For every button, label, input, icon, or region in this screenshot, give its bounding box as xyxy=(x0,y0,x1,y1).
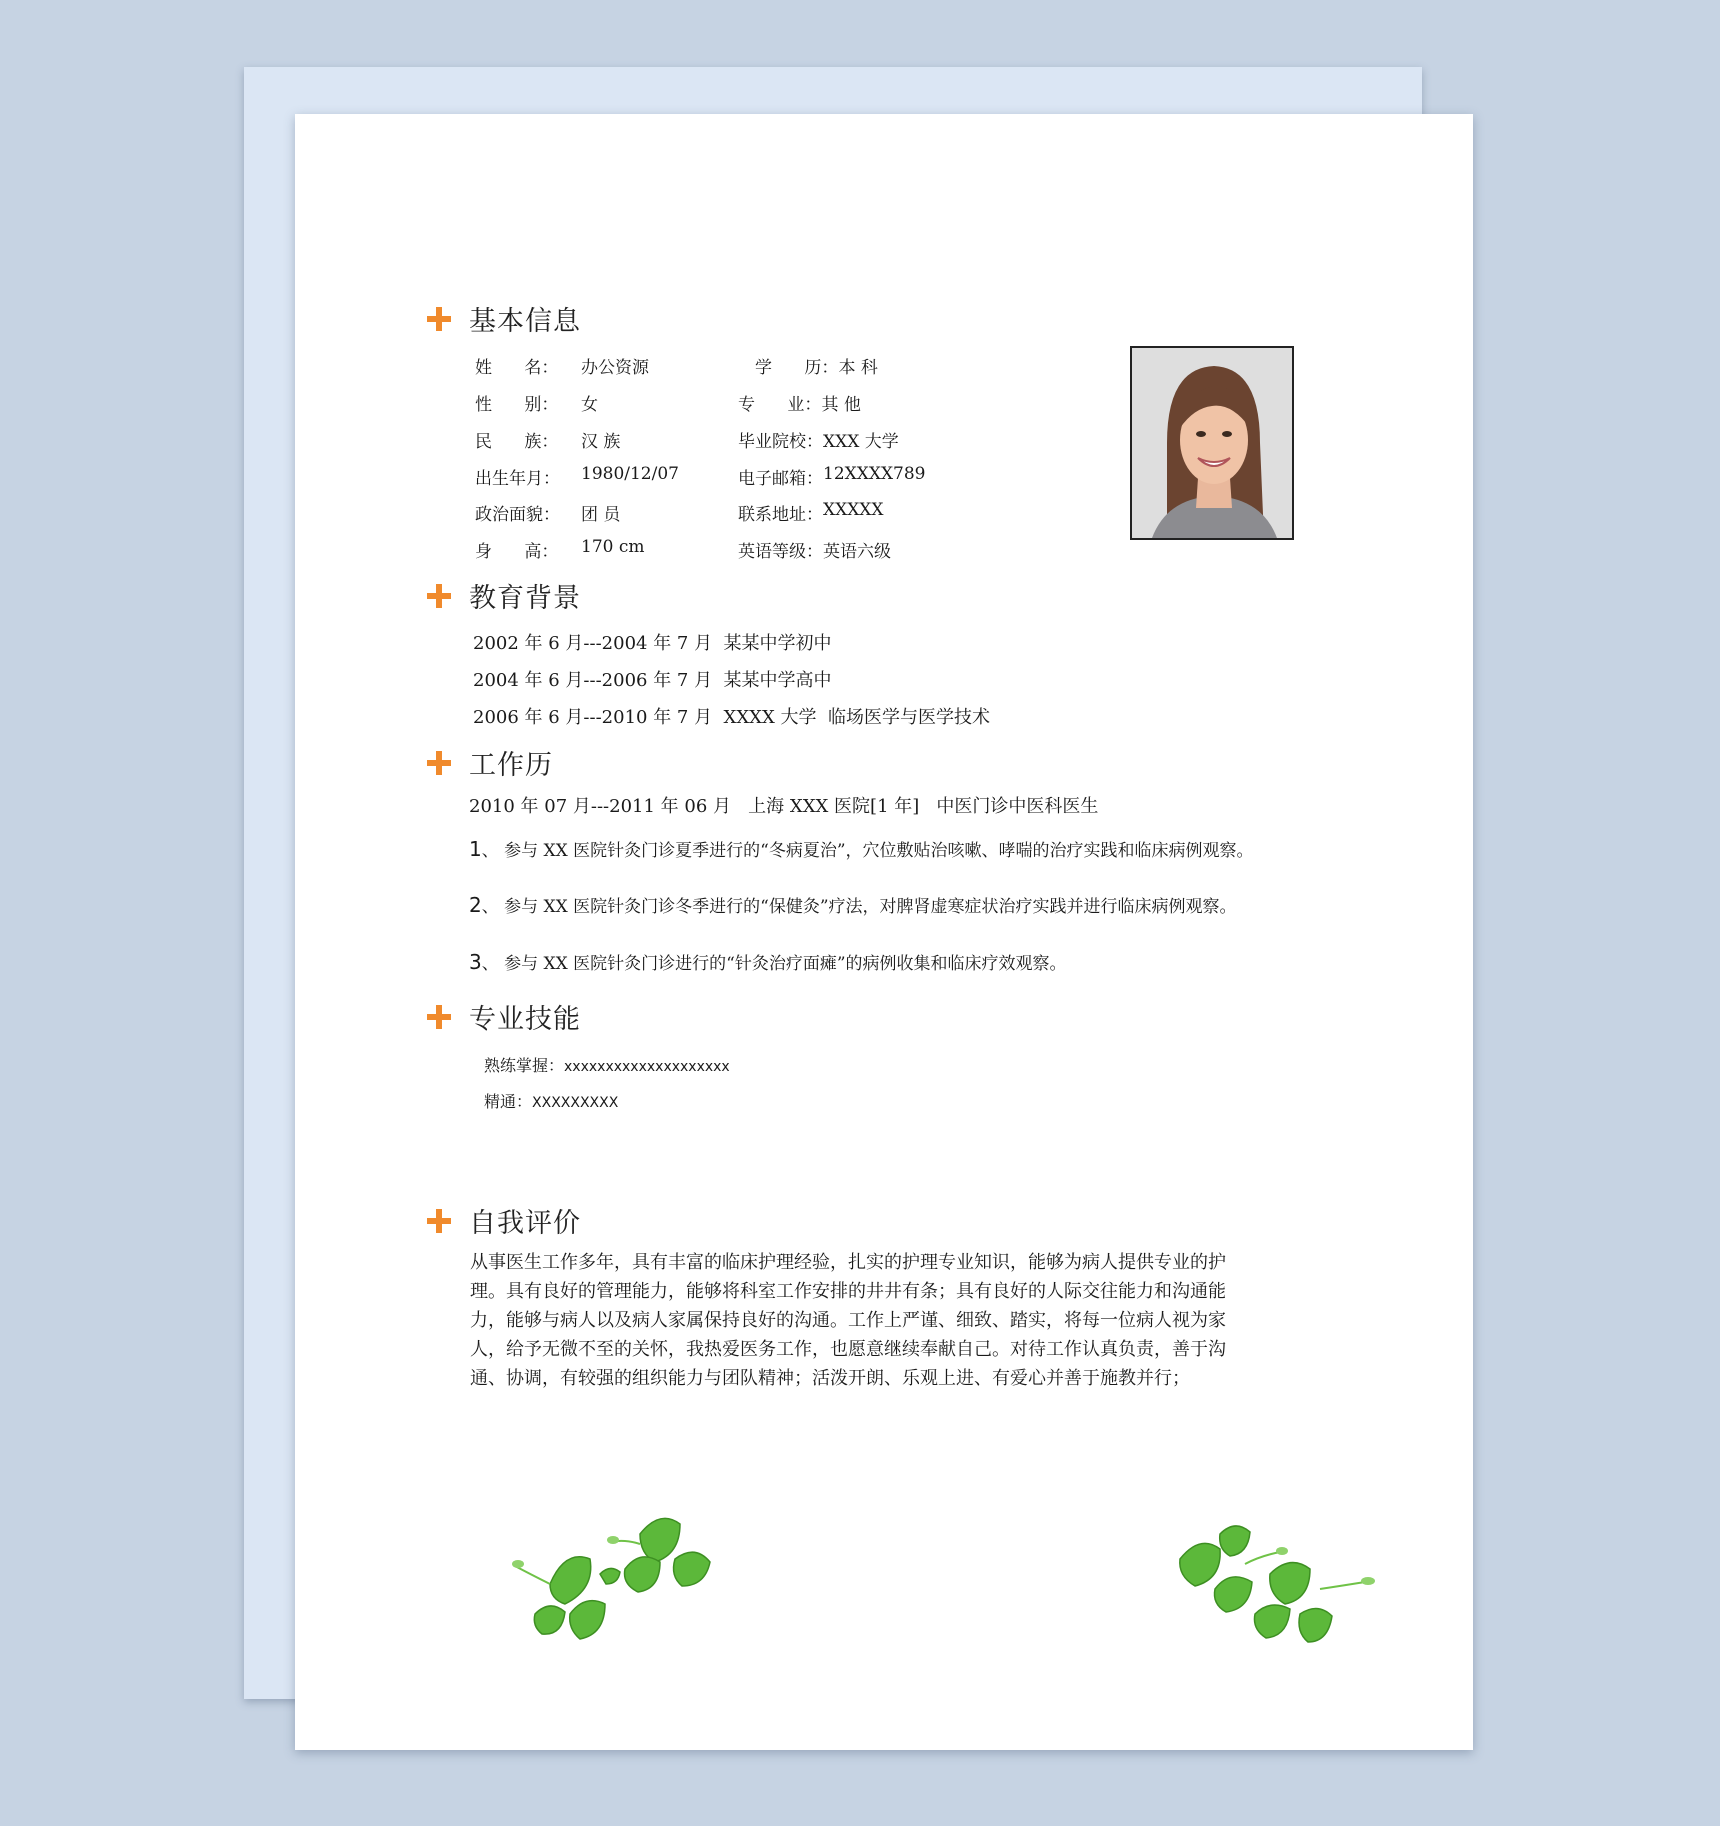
section-title-education: 教育背景 xyxy=(427,576,581,615)
plus-icon xyxy=(427,1005,451,1029)
info-row-height: 身 高： 170 cm xyxy=(475,537,645,562)
resume-page xyxy=(295,114,1473,1750)
leaf-decoration xyxy=(1160,1514,1400,1664)
info-row-english: 英语等级： 英语六级 xyxy=(738,542,891,562)
work-duty-item: 1、 参与 XX 医院针灸门诊夏季进行的“冬病夏治”，穴位敷贴治咳嗽、哮喘的治疗实践和临床病例观察。 xyxy=(469,837,1254,861)
skill-item: 精通：XXXXXXXXX xyxy=(484,1092,619,1111)
plus-icon xyxy=(427,751,451,775)
self-evaluation-text: 从事医生工作多年，具有丰富的临床护理经验，扎实的护理专业知识，能够为病人提供专业的护理。具有良好的管理能力，能够将科室工作安排的井井有条；具有良好的人际交往能力和沟通能力，能够与病人以及病人家属保持良好的沟通。工作上严谨、细致、踏实，将每一位病人视为家人，给予无微不至的关怀，我热爱医务工作，也愿意继续奉献自己。对待工作认真负责，善于沟通、协调，有较强的组织能力与团队精神；活泼开朗、乐观上进、有爱心并善于施教并行； xyxy=(470,1252,1226,1389)
info-row-political: 政治面貌： 团 员 xyxy=(475,505,621,525)
info-row-name: 姓 名： 办公资源 xyxy=(475,358,649,378)
plus-icon xyxy=(427,1209,451,1233)
work-duty-item: 3、 参与 XX 医院针灸门诊进行的“针灸治疗面瘫”的病例收集和临床疗效观察。 xyxy=(469,950,1067,974)
info-row-school: 毕业院校： XXX 大学 xyxy=(738,432,899,452)
info-row-ethnicity: 民 族： 汉 族 xyxy=(475,432,621,452)
section-title-self: 自我评价 xyxy=(427,1201,581,1240)
info-row-degree: 学 历： 本 科 xyxy=(755,358,878,378)
info-row-email: 电子邮箱： 12XXXX789 xyxy=(738,464,926,489)
section-title-basic: 基本信息 xyxy=(427,299,581,338)
education-item: 2004 年 6 月---2006 年 7 月 某某中学高中 xyxy=(473,670,832,691)
info-row-address: 联系地址： XXXXX xyxy=(738,500,884,525)
education-item: 2006 年 6 月---2010 年 7 月 XXXX 大学 临场医学与医学技术 xyxy=(473,707,990,728)
avatar-photo xyxy=(1130,346,1294,540)
work-header: 2010 年 07 月---2011 年 06 月 上海 XXX 医院[1 年] 中医门诊中医科医生 xyxy=(469,796,1099,817)
info-row-birth: 出生年月： 1980/12/07 xyxy=(475,464,679,489)
section-title-skills: 专业技能 xyxy=(427,997,581,1036)
education-item: 2002 年 6 月---2004 年 7 月 某某中学初中 xyxy=(473,633,832,654)
info-row-gender: 性 别： 女 xyxy=(475,395,598,415)
plus-icon xyxy=(427,584,451,608)
leaf-decoration xyxy=(510,1504,750,1654)
work-duty-item: 2、 参与 XX 医院针灸门诊冬季进行的“保健灸”疗法，对脾肾虚寒症状治疗实践并进行临床病例观察。 xyxy=(469,893,1237,917)
skill-item: 熟练掌握：xxxxxxxxxxxxxxxxxxxx xyxy=(484,1056,730,1075)
info-row-major: 专 业： 其 他 xyxy=(738,395,861,415)
section-title-work: 工作历 xyxy=(427,743,553,782)
avatar-illustration xyxy=(1132,348,1292,538)
plus-icon xyxy=(427,307,451,331)
